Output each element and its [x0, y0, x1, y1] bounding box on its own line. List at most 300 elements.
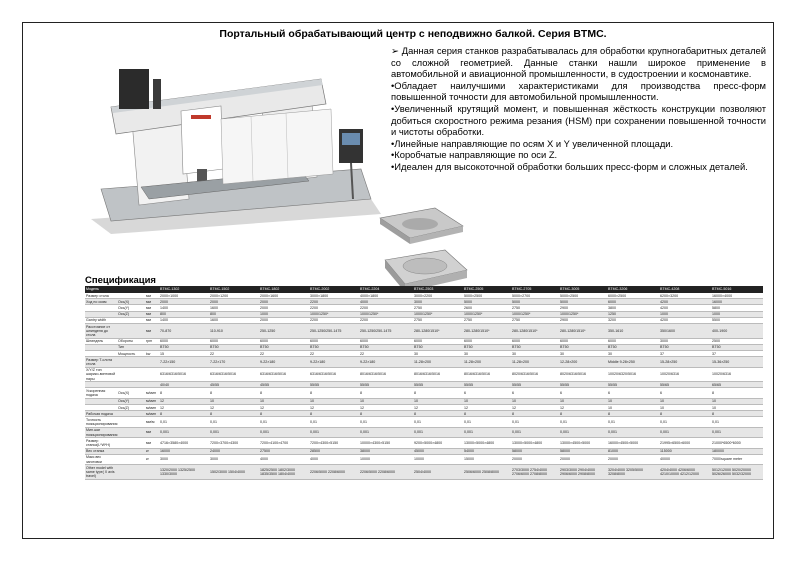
- spec-cell: 0,001: [309, 427, 359, 437]
- spec-cell: 8: [159, 411, 209, 417]
- spec-cell: 10: [607, 398, 659, 404]
- spec-cell: 2900: [559, 305, 607, 311]
- spec-cell: BT50: [209, 344, 259, 350]
- spec-cell: 7200×4300×5150: [309, 438, 359, 448]
- spec-cell: 0,01: [607, 417, 659, 427]
- spec-cell: 10: [659, 398, 711, 404]
- spec-cell: 0,001: [711, 427, 763, 437]
- spec-title: Спецификация: [85, 275, 156, 286]
- spec-cell: 30: [559, 351, 607, 357]
- spec-cell: [117, 454, 145, 464]
- spec-cell: 45000: [413, 448, 463, 454]
- spec-cell: 6: [559, 388, 607, 398]
- spec-cell: 2000: [209, 299, 259, 305]
- spec-cell: 8: [413, 388, 463, 398]
- spec-cell: 4000×1800: [359, 293, 413, 299]
- spec-cell: 6200×3200: [659, 293, 711, 299]
- spec-header-cell: [117, 286, 145, 293]
- die-parts-image: [375, 198, 470, 298]
- spec-cell: [145, 465, 159, 480]
- spec-cell: Gantry width: [85, 317, 117, 323]
- spec-cell: 1000: [259, 311, 309, 317]
- spec-header-cell: BTMC-1302: [159, 286, 209, 293]
- spec-cell: 800: [159, 311, 209, 317]
- spec-cell: 3000: [209, 454, 259, 464]
- spec-cell: 350-1610: [607, 324, 659, 339]
- spec-cell: 8: [559, 411, 607, 417]
- spec-cell: 37: [659, 351, 711, 357]
- spec-cell: 6316/6316/5016: [209, 367, 259, 382]
- gantry-machine-image: [71, 49, 389, 237]
- spec-cell: 30: [511, 351, 559, 357]
- spec-cell: 5000×2500: [559, 293, 607, 299]
- spec-cell: 27500: [259, 448, 309, 454]
- spec-cell: м/мин: [145, 411, 159, 417]
- spec-cell: [117, 357, 145, 367]
- spec-cell: Ось(Z): [117, 311, 145, 317]
- spec-cell: 1000/1250*: [559, 311, 607, 317]
- spec-cell: 250-1250/250-1475: [359, 324, 413, 339]
- spec-cell: 2750: [413, 305, 463, 311]
- spec-cell: 8020/6316/5016: [511, 367, 559, 382]
- description-paragraph: ➢ Данная серия станков разрабатывалась для обработки крупногабаритных деталей со сложной геометрией. Данные станки нашли широкое применение в автомобильной и авиационной промышленности, в судостроении и космонавтике.: [391, 45, 766, 80]
- spec-cell: 9-22×180: [309, 357, 359, 367]
- spec-cell: 10: [607, 405, 659, 411]
- spec-cell: 70-870: [159, 324, 209, 339]
- spec-cell: 7200×3700×4300: [209, 438, 259, 448]
- spec-cell: 2200: [309, 317, 359, 323]
- spec-cell: 10: [711, 405, 763, 411]
- spec-cell: 3000: [159, 454, 209, 464]
- spec-cell: Мин.шаг позиционирования: [86, 428, 118, 437]
- spec-cell: мм: [145, 299, 159, 305]
- spec-cell: 54000: [463, 448, 511, 454]
- spec-cell: Рабочая подача: [85, 411, 117, 417]
- spec-header-cell: [145, 286, 159, 293]
- spec-cell: 2206/5000 2208/6000: [359, 465, 413, 480]
- spec-cell: 10000: [413, 454, 463, 464]
- spec-cell: 22: [259, 351, 309, 357]
- spec-cell: 58000: [559, 448, 607, 454]
- spec-header-cell: BTMC-2505: [463, 286, 511, 293]
- spec-cell: 16000×4500×5000: [607, 438, 659, 448]
- spec-cell: 0,01: [711, 417, 763, 427]
- spec-cell: 2903/3000 2904/4000 2906/6000 2908/8000: [559, 465, 607, 480]
- spec-cell: 0,001: [511, 427, 559, 437]
- spec-cell: 55/55: [511, 382, 559, 388]
- spec-cell: 1320/2000 1325/2500 1330/3000: [159, 465, 209, 480]
- spec-cell: 12: [159, 398, 209, 404]
- spec-cell: 2750: [413, 317, 463, 323]
- spec-cell: 0,001: [413, 427, 463, 437]
- spec-cell: 55/55: [463, 382, 511, 388]
- spec-cell: 0,001: [607, 427, 659, 437]
- spec-cell: [145, 357, 159, 367]
- spec-cell: 10: [309, 398, 359, 404]
- spec-header-cell: BTMC-1802: [259, 286, 309, 293]
- spec-header-row: [85, 286, 763, 293]
- spec-cell: 8: [209, 388, 259, 398]
- spec-cell: мм: [145, 317, 159, 323]
- spec-cell: 2000×1000: [159, 293, 209, 299]
- spec-cell: 1000/1250*: [511, 311, 559, 317]
- spec-cell: кг: [145, 454, 159, 464]
- spec-cell: 12: [309, 405, 359, 411]
- spec-cell: [117, 438, 145, 448]
- spec-header-cell: Модель: [85, 286, 117, 293]
- spec-cell: Middle 9-28×250: [607, 357, 659, 367]
- spec-cell: 4200: [659, 305, 711, 311]
- spec-cell: 2200: [359, 317, 413, 323]
- spec-cell: 3000×2200: [413, 293, 463, 299]
- spec-cell: мм: [145, 293, 159, 299]
- spec-cell: 55/55: [359, 382, 413, 388]
- spec-cell: [117, 427, 145, 437]
- spec-cell: 2000: [259, 317, 309, 323]
- spec-cell: 12: [159, 405, 209, 411]
- spec-cell: 6: [659, 388, 711, 398]
- spec-cell: 15: [159, 351, 209, 357]
- spec-cell: rpm: [145, 338, 159, 344]
- description-paragraph: •Увеличенный крутящий момент, и повышенная жёсткость конструкции позволяют добиться скоростного режима резания (HSM) при сохранении повышенной точности и чистоты обработки.: [391, 102, 766, 138]
- spec-cell: мм: [145, 438, 159, 448]
- spec-cell: 8: [659, 411, 711, 417]
- spec-cell: 280-1280/1510*: [511, 324, 559, 339]
- spec-cell: 3800: [607, 305, 659, 311]
- spec-cell: 0,001: [209, 427, 259, 437]
- spec-cell: 4000: [359, 299, 413, 305]
- spec-cell: 28500: [309, 448, 359, 454]
- spec-cell: kw: [145, 351, 159, 357]
- spec-cell: 5500: [711, 317, 763, 323]
- spec-cell: 2506/6000 2508/8000: [463, 465, 511, 480]
- spec-cell: 55/55: [413, 382, 463, 388]
- spec-cell: Other model with same type( X axis travel): [85, 465, 117, 480]
- spec-cell: 13000×5000×4800: [463, 438, 511, 448]
- spec-cell: 10: [659, 405, 711, 411]
- spec-cell: 10: [413, 398, 463, 404]
- spec-cell: [117, 465, 145, 480]
- spec-cell: 8016/6316/5016: [359, 367, 413, 382]
- spec-cell: BT50: [559, 344, 607, 350]
- spec-cell: 0,01: [259, 417, 309, 427]
- spec-cell: 12-28×200: [559, 357, 607, 367]
- spec-cell: 1000/1250*: [309, 311, 359, 317]
- spec-cell: мм: [145, 311, 159, 317]
- spec-cell: 9-22×180: [259, 357, 309, 367]
- spec-cell: 2000: [159, 299, 209, 305]
- spec-cell: 6000: [259, 338, 309, 344]
- spec-cell: 40000: [659, 454, 711, 464]
- spec-cell: 4200: [659, 299, 711, 305]
- spec-cell: 10000×4300×5150: [359, 438, 413, 448]
- spec-cell: 7-22×150: [159, 357, 209, 367]
- spec-cell: 280-1280/1510*: [413, 324, 463, 339]
- spec-cell: 58000: [511, 448, 559, 454]
- spec-row: [85, 438, 763, 448]
- spec-header-cell: BTMC-2002: [309, 286, 359, 293]
- spec-cell: 2000: [259, 299, 309, 305]
- spec-cell: 10: [259, 398, 309, 404]
- spec-cell: 1000/1250*: [463, 311, 511, 317]
- spec-header-cell: BTMC-3206: [607, 286, 659, 293]
- spec-cell: 5012/12000 5020/20000 5026/26000 5032/32000: [711, 465, 763, 480]
- spec-cell: 11-28×200: [511, 357, 559, 367]
- spec-cell: 6: [463, 388, 511, 398]
- spec-cell: 2206/5000 2208/6000: [309, 465, 359, 480]
- spec-cell: BT50: [309, 344, 359, 350]
- spec-cell: Ось(X): [117, 299, 145, 305]
- spec-cell: Обороты: [117, 338, 145, 344]
- spec-table: [85, 286, 763, 480]
- spec-cell: 10: [511, 398, 559, 404]
- spec-cell: 0,01: [559, 417, 607, 427]
- spec-cell: 280-1280/1510*: [559, 324, 607, 339]
- spec-cell: 65/65: [711, 382, 763, 388]
- spec-cell: BT50: [711, 344, 763, 350]
- spec-cell: 400-1900: [711, 324, 763, 339]
- spec-header-cell: BTMC-4208: [659, 286, 711, 293]
- spec-cell: 7000/square meter: [711, 454, 763, 464]
- spec-cell: 2500: [711, 338, 763, 344]
- spec-cell: X/Y/Z тип шарико-винтовой пары: [86, 368, 116, 381]
- spec-cell: 8: [209, 411, 259, 417]
- spec-cell: 1825/2500 1802/3000 1835/3500 1804/4000: [259, 465, 309, 480]
- spec-cell: [145, 367, 159, 382]
- spec-cell: 13000×5000×4800: [511, 438, 559, 448]
- spec-cell: 1000: [659, 311, 711, 317]
- spec-cell: 6000: [209, 338, 259, 344]
- spec-cell: 10: [359, 398, 413, 404]
- spec-cell: 16000: [159, 448, 209, 454]
- spec-cell: 1600: [209, 305, 259, 311]
- spec-cell: 6000: [359, 338, 413, 344]
- spec-cell: 5000: [463, 299, 511, 305]
- spec-cell: 0,01: [659, 417, 711, 427]
- spec-cell: 2600: [463, 305, 511, 311]
- spec-cell: BT50: [259, 344, 309, 350]
- spec-cell: 1000/1250*: [413, 311, 463, 317]
- spec-cell: Точность позиционирования: [86, 417, 118, 427]
- spec-cell: 24000: [209, 448, 259, 454]
- spec-cell: 12: [413, 405, 463, 411]
- spec-cell: 22: [359, 351, 413, 357]
- document-page: [22, 22, 774, 539]
- spec-cell: 6000: [309, 338, 359, 344]
- spec-cell: BT50: [159, 344, 209, 350]
- spec-cell: 4716×3580×4000: [159, 438, 209, 448]
- spec-cell: Вес станка: [85, 448, 117, 454]
- spec-cell: 55/55: [559, 382, 607, 388]
- spec-cell: 6: [607, 388, 659, 398]
- spec-cell: мм: [145, 427, 159, 437]
- spec-cell: 2000×1200: [209, 293, 259, 299]
- spec-cell: 5000×2500: [463, 293, 511, 299]
- spec-cell: 21000*6500*6000: [711, 438, 763, 448]
- spec-row: [85, 454, 763, 464]
- spec-cell: Расстояние от шпинделя до стола: [85, 324, 117, 339]
- spec-cell: 5000: [511, 299, 559, 305]
- spec-cell: 2200: [359, 305, 413, 311]
- spec-cell: 350/1600: [659, 324, 711, 339]
- spec-cell: 12: [359, 405, 413, 411]
- spec-header-cell: BTMC-2705: [511, 286, 559, 293]
- spec-cell: 10000: [359, 454, 413, 464]
- spec-cell: 8: [463, 411, 511, 417]
- spec-cell: 6000: [607, 299, 659, 305]
- spec-cell: 30: [607, 351, 659, 357]
- spec-cell: 8: [309, 388, 359, 398]
- spec-cell: [117, 417, 145, 427]
- spec-cell: м/мин: [145, 388, 159, 398]
- spec-cell: 10: [463, 398, 511, 404]
- spec-cell: 3000×1800: [309, 293, 359, 299]
- spec-row: [85, 388, 763, 398]
- spec-cell: Размер T-слота стола: [85, 357, 117, 367]
- spec-cell: 9-22×180: [359, 357, 413, 367]
- spec-cell: 1400: [159, 317, 209, 323]
- spec-cell: 7200×4100×4700: [259, 438, 309, 448]
- spec-cell: 55/65: [659, 382, 711, 388]
- spec-cell: 20000: [559, 454, 607, 464]
- spec-cell: BT50: [607, 344, 659, 350]
- spec-cell: Шпиндель: [85, 338, 117, 344]
- spec-cell: BT50: [659, 344, 711, 350]
- spec-cell: 115000: [659, 448, 711, 454]
- spec-cell: 0,001: [559, 427, 607, 437]
- spec-cell: 16000: [711, 299, 763, 305]
- spec-cell: 45/55: [259, 382, 309, 388]
- spec-cell: 8: [359, 411, 413, 417]
- spec-cell: [117, 367, 145, 382]
- spec-cell: 12: [559, 405, 607, 411]
- spec-cell: мм: [145, 305, 159, 311]
- spec-cell: 280-1280/1510*: [463, 324, 511, 339]
- spec-cell: Размер стола: [85, 293, 117, 299]
- spec-cell: Размер станка(L*W*H): [85, 438, 117, 448]
- spec-header-cell: BTMC-1502: [209, 286, 259, 293]
- spec-cell: 8016/6316/5016: [463, 367, 511, 382]
- spec-cell: [117, 324, 145, 339]
- spec-cell: 10: [711, 398, 763, 404]
- description-paragraph: •Идеален для высокоточной обработки больших пресс-форм и сложных деталей.: [391, 160, 748, 172]
- spec-cell: Ход по осям: [85, 299, 117, 305]
- spec-row: [85, 367, 763, 382]
- spec-cell: 8016/6316/5016: [413, 367, 463, 382]
- spec-cell: 0,01: [209, 417, 259, 427]
- spec-cell: мм: [145, 324, 159, 339]
- spec-cell: 12: [259, 405, 309, 411]
- spec-cell: 1250: [607, 311, 659, 317]
- spec-cell: 15-28×250: [659, 357, 711, 367]
- spec-cell: 6000: [159, 338, 209, 344]
- spec-cell: 38000: [359, 448, 413, 454]
- spec-cell: 4000: [309, 454, 359, 464]
- spec-cell: 1400: [159, 305, 209, 311]
- spec-cell: 11-28×200: [413, 357, 463, 367]
- spec-cell: 30: [413, 351, 463, 357]
- spec-cell: 6000: [463, 338, 511, 344]
- spec-cell: 7-22×170: [209, 357, 259, 367]
- spec-cell: 4200: [659, 317, 711, 323]
- spec-cell: м/мин: [145, 398, 159, 404]
- spec-cell: 6000: [413, 338, 463, 344]
- description: [391, 45, 766, 173]
- page-title: Портальный обрабатывающий центр с неподвижно балкой. Серия BTMC.: [219, 28, 607, 40]
- spec-cell: 10020/6316: [659, 367, 711, 382]
- spec-cell: BT50: [511, 344, 559, 350]
- spec-cell: Мощность: [117, 351, 145, 357]
- spec-row: [85, 357, 763, 367]
- spec-cell: кг: [145, 448, 159, 454]
- spec-cell: 8: [511, 411, 559, 417]
- spec-cell: 8: [359, 388, 413, 398]
- spec-cell: 6316/6316/5016: [259, 367, 309, 382]
- spec-cell: 10020/6320/5016: [607, 367, 659, 382]
- spec-cell: 9200×5000×4800: [413, 438, 463, 448]
- spec-cell: 45/55: [209, 382, 259, 388]
- spec-row: [85, 427, 763, 437]
- spec-cell: 40/40: [159, 382, 209, 388]
- spec-cell: 8: [413, 411, 463, 417]
- spec-header-cell: BTMC-2503: [413, 286, 463, 293]
- spec-cell: 2200: [309, 305, 359, 311]
- spec-cell: 5800: [711, 305, 763, 311]
- spec-cell: 3000: [659, 338, 711, 344]
- spec-cell: 81000: [607, 448, 659, 454]
- spec-cell: 3000: [413, 299, 463, 305]
- spec-cell: 0,001: [259, 427, 309, 437]
- spec-cell: BT50: [413, 344, 463, 350]
- spec-cell: 2200: [309, 299, 359, 305]
- spec-cell: 2750: [511, 317, 559, 323]
- spec-cell: 2000: [259, 305, 309, 311]
- spec-cell: 2504/4000: [413, 465, 463, 480]
- spec-cell: 110-910: [209, 324, 259, 339]
- spec-cell: 0,001: [159, 427, 209, 437]
- spec-cell: 6000: [511, 338, 559, 344]
- spec-cell: 6000: [607, 338, 659, 344]
- spec-cell: 15-36×250: [711, 357, 763, 367]
- spec-cell: м/мин: [145, 405, 159, 411]
- spec-cell: 8: [159, 388, 209, 398]
- spec-cell: 8: [607, 411, 659, 417]
- spec-cell: Ось(X): [117, 388, 145, 398]
- spec-cell: 2703/3000 2754/4000 2706/6000 2708/8000: [511, 465, 559, 480]
- spec-cell: 13000×4500×5000: [559, 438, 607, 448]
- spec-cell: Макс.вес заготовки: [85, 454, 117, 464]
- spec-cell: 1502/3000 1504/4000: [209, 465, 259, 480]
- spec-header-cell: BTMC-2204: [359, 286, 413, 293]
- spec-cell: 1000/1250*: [359, 311, 413, 317]
- spec-cell: 8020/6316/5016: [559, 367, 607, 382]
- spec-cell: 11-28×200: [463, 357, 511, 367]
- spec-cell: 0,01: [359, 417, 413, 427]
- spec-cell: 16000×4000: [711, 293, 763, 299]
- spec-cell: 55/55: [309, 382, 359, 388]
- spec-cell: 4204/4000 4206/6000 4210/10000 4212/12000: [659, 465, 711, 480]
- spec-cell: 22: [309, 351, 359, 357]
- spec-cell: 21995×6500×6000: [659, 438, 711, 448]
- spec-cell: 6: [511, 388, 559, 398]
- spec-header-cell: BTMC-5016: [711, 286, 763, 293]
- spec-cell: 8: [711, 411, 763, 417]
- spec-cell: 3200: [607, 317, 659, 323]
- spec-cell: 37: [711, 351, 763, 357]
- spec-cell: мм/м: [145, 417, 159, 427]
- spec-cell: 1000: [711, 311, 763, 317]
- spec-cell: 10020/6316: [711, 367, 763, 382]
